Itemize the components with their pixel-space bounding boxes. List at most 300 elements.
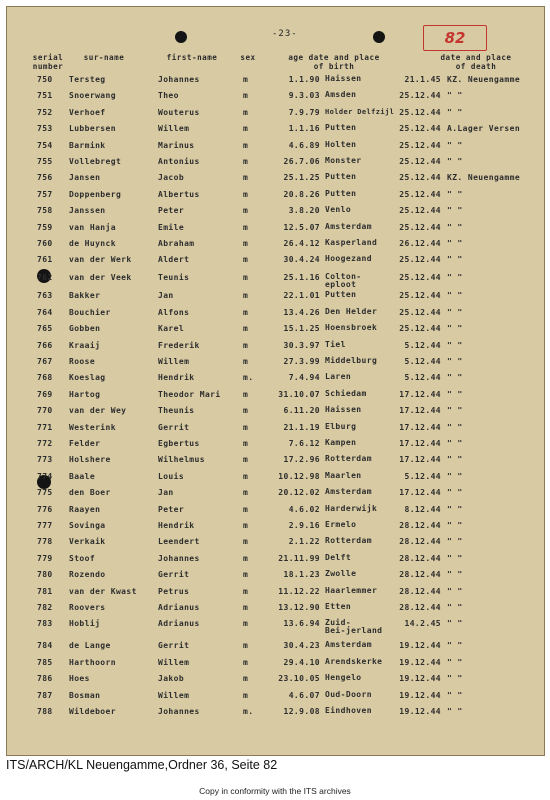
death-date: 14.2.45 (404, 619, 441, 629)
record-row (7, 554, 544, 570)
surname: Snoerwang (69, 91, 116, 101)
record-row (7, 357, 544, 373)
first-name: Adrianus (158, 619, 200, 629)
birth-date: 21.11.99 (278, 553, 320, 563)
first-name: Aldert (158, 255, 190, 265)
header-birth: age date and place of birth (288, 53, 380, 71)
birth-date: 4.6.89 (288, 140, 320, 150)
death-place: " " (447, 140, 463, 150)
death-date: 25.12.44 (399, 173, 441, 183)
death-date: 28.12.44 (399, 603, 441, 612)
birth-date: 25.1.16 (283, 273, 320, 283)
sex: m (243, 521, 249, 530)
birth-date: 30.3.97 (283, 340, 320, 350)
birth-place: Rotterdam (325, 454, 372, 464)
surname: Koeslag (69, 373, 106, 383)
serial-number: 767 (37, 357, 53, 366)
first-name: Theunis (158, 406, 195, 416)
surname: de Huynck (69, 239, 116, 248)
surname: Felder (69, 439, 101, 448)
serial-number: 788 (37, 707, 53, 716)
death-place: " " (447, 570, 463, 580)
death-place: " " (447, 239, 463, 248)
record-row (7, 472, 544, 488)
sex: m (243, 291, 249, 301)
birth-date: 13.6.94 (283, 619, 320, 629)
birth-place: Ermelo (325, 520, 357, 529)
birth-place: Tiel (325, 339, 346, 349)
record-row (7, 587, 544, 603)
death-date: 5.12.44 (404, 373, 441, 383)
record-row (7, 658, 544, 674)
sex: m (243, 657, 249, 667)
serial-number: 758 (37, 206, 53, 216)
birth-date: 29.4.10 (283, 657, 320, 667)
death-date: 25.12.44 (399, 124, 441, 134)
record-row (7, 341, 544, 357)
death-place: " " (447, 657, 463, 667)
birth-date: 2.9.16 (288, 521, 320, 530)
death-place: " " (447, 707, 463, 716)
death-date: 25.12.44 (399, 107, 441, 117)
record-row (7, 108, 544, 124)
surname: van der Werk (69, 255, 132, 265)
sex: m (243, 690, 249, 700)
sex: m. (243, 707, 254, 716)
death-place: " " (447, 406, 463, 416)
surname: Jansen (69, 173, 101, 183)
serial-number: 772 (37, 439, 53, 448)
first-name: Albertus (158, 189, 200, 199)
serial-number: 774 (37, 471, 53, 481)
surname: Vollebregt (69, 157, 122, 166)
sex: m (243, 439, 249, 448)
first-name: Jan (158, 291, 174, 301)
death-place: " " (447, 340, 463, 350)
first-name: Hendrik (158, 373, 195, 383)
record-row (7, 75, 544, 91)
death-date: 8.12.44 (404, 504, 441, 514)
sex: m (243, 75, 249, 84)
record-row (7, 173, 544, 189)
birth-place: Kampen (325, 438, 357, 447)
death-place: " " (447, 307, 463, 317)
death-date: 19.12.44 (399, 690, 441, 700)
surname: Raayen (69, 504, 101, 514)
first-name: Jacob (158, 173, 185, 183)
surname: Bouchier (69, 307, 111, 317)
record-row (7, 505, 544, 521)
serial-number: 787 (37, 690, 53, 700)
surname: Rozendo (69, 570, 106, 580)
birth-date: 20.8.26 (283, 189, 320, 199)
birth-date: 10.12.98 (278, 471, 320, 481)
death-date: 28.12.44 (399, 537, 441, 547)
birth-place: Haarlemmer (325, 585, 378, 595)
birth-place: Holder Delfzijl (325, 107, 395, 116)
birth-date: 31.10.07 (278, 389, 320, 399)
birth-date: 9.3.03 (288, 91, 320, 101)
first-name: Jakob (158, 674, 185, 684)
birth-date: 23.10.05 (278, 674, 320, 684)
death-place: KZ. Neuengamme (447, 173, 521, 183)
death-date: 25.12.44 (399, 307, 441, 317)
page-marker: -23- (272, 29, 298, 39)
first-name: Hendrik (158, 521, 195, 530)
first-name: Adrianus (158, 603, 200, 612)
birth-date: 30.4.24 (283, 255, 320, 265)
serial-number: 782 (37, 603, 53, 612)
death-date: 26.12.44 (399, 239, 441, 248)
sex: m (243, 641, 249, 651)
serial-number: 761 (37, 255, 53, 265)
records-table (7, 7, 544, 755)
serial-number: 754 (37, 140, 53, 150)
serial-number: 775 (37, 488, 53, 498)
record-row (7, 691, 544, 707)
record-row (7, 239, 544, 255)
birth-date: 22.1.01 (283, 291, 320, 301)
birth-place: Oud-Doorn (325, 689, 372, 699)
record-row (7, 521, 544, 537)
birth-place: Arendskerke (325, 656, 383, 666)
birth-date: 12.9.08 (283, 707, 320, 716)
serial-number: 768 (37, 373, 53, 383)
copy-note: Copy in conformity with the ITS archives (199, 786, 351, 796)
record-row (7, 91, 544, 107)
birth-place: Eindhoven (325, 706, 372, 715)
serial-number: 765 (37, 324, 53, 334)
sex: m (243, 674, 249, 684)
sex: m (243, 307, 249, 317)
record-row (7, 373, 544, 389)
surname: Baale (69, 471, 96, 481)
sex: m (243, 324, 249, 334)
surname: Tersteg (69, 75, 106, 84)
surname: Bakker (69, 291, 101, 301)
death-date: 25.12.44 (399, 91, 441, 101)
sex: m (243, 422, 249, 432)
header-sex: sex (240, 53, 256, 62)
birth-place: Monster (325, 156, 362, 165)
surname: Verhoef (69, 107, 106, 117)
birth-place: Colton- eploot (325, 272, 362, 290)
birth-place: Den Helder (325, 306, 378, 316)
death-place: " " (447, 619, 463, 629)
sex: m (243, 455, 249, 465)
birth-date: 13.12.90 (278, 603, 320, 612)
sex: m (243, 504, 249, 514)
birth-date: 17.2.96 (283, 455, 320, 465)
death-date: 25.12.44 (399, 189, 441, 199)
surname: Wildeboer (69, 707, 116, 716)
record-row (7, 390, 544, 406)
death-place: " " (447, 553, 463, 563)
serial-number: 759 (37, 222, 53, 232)
sex: m (243, 619, 249, 629)
serial-number: 750 (37, 75, 53, 84)
serial-number: 752 (37, 107, 53, 117)
death-place: A.Lager Versen (447, 124, 521, 134)
death-date: 25.12.44 (399, 273, 441, 283)
serial-number: 763 (37, 291, 53, 301)
record-row (7, 406, 544, 422)
serial-number: 771 (37, 422, 53, 432)
death-date: 17.12.44 (399, 422, 441, 432)
birth-place: Hoogezand (325, 254, 372, 264)
archive-reference: ITS/ARCH/KL Neuengamme,Ordner 36, Seite 82 (6, 758, 278, 772)
record-row (7, 291, 544, 307)
serial-number: 755 (37, 157, 53, 166)
first-name: Marinus (158, 140, 195, 150)
serial-number: 769 (37, 389, 53, 399)
serial-number: 756 (37, 173, 53, 183)
surname: Lubbersen (69, 124, 116, 134)
birth-place: Delft (325, 552, 352, 562)
birth-date: 12.5.07 (283, 222, 320, 232)
sex: m (243, 222, 249, 232)
first-name: Antonius (158, 157, 200, 166)
death-place: " " (447, 586, 463, 596)
surname: van Hanja (69, 222, 116, 232)
surname: van der Wey (69, 406, 127, 416)
sex: m (243, 91, 249, 101)
death-date: 28.12.44 (399, 521, 441, 530)
sex: m (243, 570, 249, 580)
first-name: Abraham (158, 239, 195, 248)
sex: m (243, 273, 249, 283)
serial-number: 773 (37, 455, 53, 465)
death-place: " " (447, 107, 463, 117)
birth-place: Venlo (325, 205, 352, 215)
surname: Hoblij (69, 619, 101, 629)
birth-place: Laren (325, 372, 352, 382)
birth-date: 13.4.26 (283, 307, 320, 317)
sex: m (243, 173, 249, 183)
first-name: Jan (158, 488, 174, 498)
serial-number: 764 (37, 307, 53, 317)
record-row (7, 206, 544, 222)
first-name: Gerrit (158, 422, 190, 432)
serial-number: 786 (37, 674, 53, 684)
birth-date: 7.6.12 (288, 439, 320, 448)
first-name: Peter (158, 504, 185, 514)
death-date: 25.12.44 (399, 291, 441, 301)
surname: Hartog (69, 389, 101, 399)
birth-date: 15.1.25 (283, 324, 320, 334)
death-date: 19.12.44 (399, 674, 441, 684)
sex: m (243, 537, 249, 547)
first-name: Louis (158, 471, 185, 481)
archive-stamp: 82 (423, 25, 487, 51)
birth-date: 20.12.02 (278, 488, 320, 498)
sex: m (243, 389, 249, 399)
death-place: " " (447, 389, 463, 399)
birth-date: 30.4.23 (283, 641, 320, 651)
sex: m (243, 340, 249, 350)
surname: Holshere (69, 455, 111, 465)
header-surname: sur-name (83, 53, 125, 62)
record-row (7, 619, 544, 635)
first-name: Johannes (158, 707, 200, 716)
birth-place: Amsterdam (325, 640, 372, 650)
record-row (7, 223, 544, 239)
death-date: 28.12.44 (399, 553, 441, 563)
record-row (7, 308, 544, 324)
surname: Gobben (69, 324, 101, 334)
birth-date: 21.1.19 (283, 422, 320, 432)
surname: Stoof (69, 553, 96, 563)
surname: van der Veek (69, 273, 132, 283)
record-row (7, 273, 544, 289)
record-row (7, 190, 544, 206)
death-place: KZ. Neuengamme (447, 75, 521, 84)
record-row (7, 641, 544, 657)
death-date: 17.12.44 (399, 455, 441, 465)
surname: Roose (69, 357, 96, 366)
sex: m (243, 157, 249, 166)
sex: m (243, 488, 249, 498)
sex: m (243, 107, 249, 117)
serial-number: 753 (37, 124, 53, 134)
birth-place: Haissen (325, 74, 362, 83)
serial-number: 781 (37, 586, 53, 596)
serial-number: 778 (37, 537, 53, 547)
serial-number: 762 (37, 273, 53, 283)
death-date: 17.12.44 (399, 488, 441, 498)
death-place: " " (447, 273, 463, 283)
record-row (7, 423, 544, 439)
serial-number: 757 (37, 189, 53, 199)
death-place: " " (447, 455, 463, 465)
serial-number: 751 (37, 91, 53, 101)
sex: m (243, 189, 249, 199)
birth-place: Hoensbroek (325, 323, 378, 333)
death-place: " " (447, 521, 463, 530)
serial-number: 779 (37, 553, 53, 563)
surname: Bosman (69, 690, 101, 700)
birth-date: 26.4.12 (283, 239, 320, 248)
death-place: " " (447, 91, 463, 101)
death-date: 17.12.44 (399, 439, 441, 448)
birth-place: Putten (325, 172, 357, 182)
serial-number: 776 (37, 504, 53, 514)
birth-place: Zuid- Bei-jerland (325, 618, 383, 636)
birth-date: 4.6.07 (288, 690, 320, 700)
birth-date: 7.9.79 (288, 107, 320, 117)
death-place: " " (447, 471, 463, 481)
death-place: " " (447, 439, 463, 448)
surname: Hoes (69, 674, 90, 684)
record-row (7, 603, 544, 619)
first-name: Frederik (158, 340, 200, 350)
serial-number: 777 (37, 521, 53, 530)
sex: m (243, 140, 249, 150)
birth-place: Hengelo (325, 673, 362, 683)
death-date: 25.12.44 (399, 222, 441, 232)
birth-place: Middelburg (325, 356, 378, 365)
birth-place: Haissen (325, 405, 362, 415)
death-place: " " (447, 206, 463, 216)
first-name: Johannes (158, 553, 200, 563)
record-row (7, 157, 544, 173)
birth-date: 6.11.20 (283, 406, 320, 416)
header-death: date and place of death (440, 53, 512, 71)
death-date: 25.12.44 (399, 324, 441, 334)
death-place: " " (447, 189, 463, 199)
first-name: Theo (158, 91, 179, 101)
birth-place: Amsterdam (325, 221, 372, 231)
header-firstname: first-name (166, 53, 218, 62)
sex: m (243, 124, 249, 134)
first-name: Teunis (158, 273, 190, 283)
birth-date: 3.8.20 (288, 206, 320, 216)
sex: m (243, 255, 249, 265)
first-name: Willem (158, 357, 190, 366)
birth-place: Etten (325, 602, 352, 611)
birth-place: Amsden (325, 90, 357, 100)
first-name: Johannes (158, 75, 200, 84)
serial-number: 780 (37, 570, 53, 580)
death-place: " " (447, 603, 463, 612)
death-date: 5.12.44 (404, 340, 441, 350)
birth-place: Kasperland (325, 238, 378, 247)
death-place: " " (447, 357, 463, 366)
death-place: " " (447, 674, 463, 684)
death-place: " " (447, 537, 463, 547)
record-row (7, 707, 544, 723)
header-serial: serial number (32, 53, 64, 71)
birth-place: Putten (325, 123, 357, 133)
birth-date: 26.7.06 (283, 157, 320, 166)
surname: Kraaij (69, 340, 101, 350)
birth-place: Rotterdam (325, 536, 372, 546)
death-place: " " (447, 291, 463, 301)
death-date: 28.12.44 (399, 570, 441, 580)
birth-date: 25.1.25 (283, 173, 320, 183)
death-date: 5.12.44 (404, 471, 441, 481)
surname: Barmink (69, 140, 106, 150)
death-date: 25.12.44 (399, 140, 441, 150)
birth-date: 7.4.94 (288, 373, 320, 383)
first-name: Willem (158, 124, 190, 134)
birth-place: Zwolle (325, 569, 357, 579)
death-place: " " (447, 255, 463, 265)
record-row (7, 324, 544, 340)
sex: m (243, 357, 249, 366)
birth-place: Schiedam (325, 388, 367, 398)
death-date: 19.12.44 (399, 707, 441, 716)
document-sheet (6, 6, 545, 756)
surname: de Lange (69, 641, 111, 651)
first-name: Willem (158, 657, 190, 667)
record-row (7, 570, 544, 586)
first-name: Theodor Mari (158, 389, 221, 399)
death-date: 19.12.44 (399, 641, 441, 651)
birth-place: Amsterdam (325, 487, 372, 497)
surname: den Boer (69, 488, 111, 498)
death-date: 28.12.44 (399, 586, 441, 596)
first-name: Alfons (158, 307, 190, 317)
death-place: " " (447, 422, 463, 432)
record-row (7, 141, 544, 157)
death-date: 17.12.44 (399, 406, 441, 416)
serial-number: 784 (37, 641, 53, 651)
record-row (7, 439, 544, 455)
death-place: " " (447, 222, 463, 232)
first-name: Wouterus (158, 107, 200, 117)
surname: van der Kwast (69, 586, 137, 596)
